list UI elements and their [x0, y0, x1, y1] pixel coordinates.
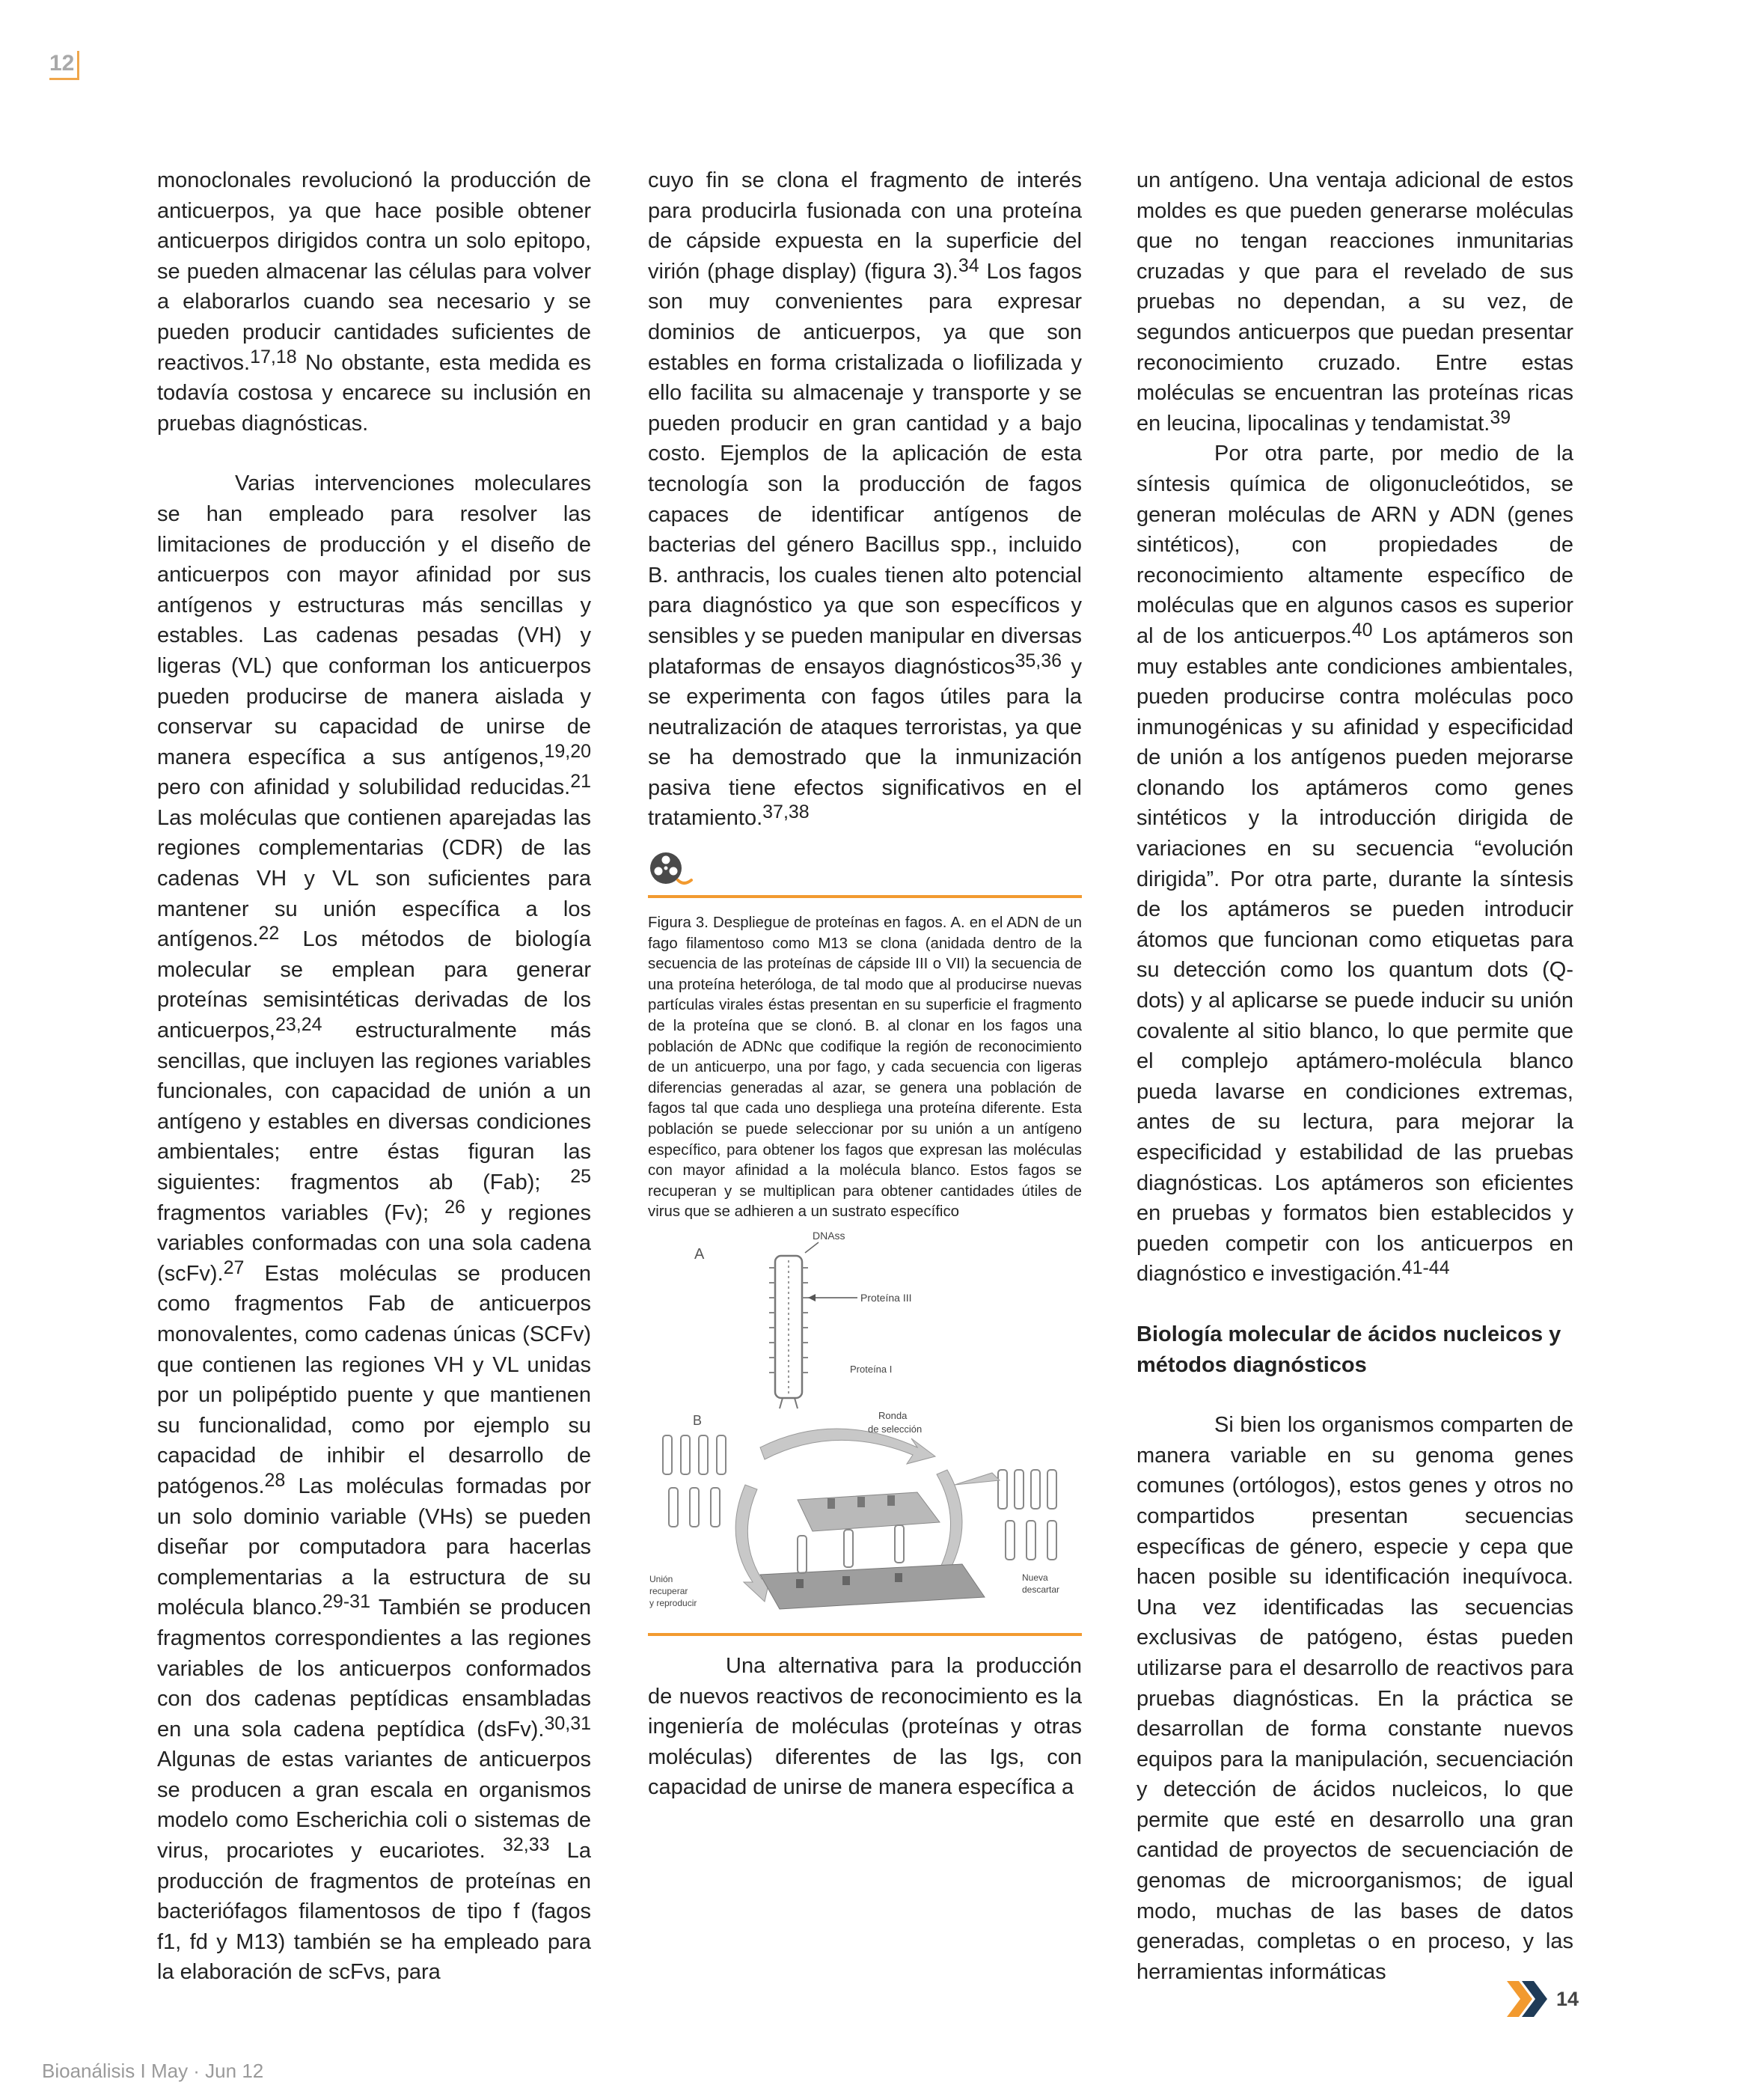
- figure-bottom-rule: [648, 1633, 1082, 1636]
- selection-round-label-2: de selección: [868, 1423, 923, 1435]
- citation: 26: [444, 1196, 465, 1218]
- bind-recover-label-3: y reproducir: [649, 1597, 697, 1608]
- dna-label: DNAss: [813, 1229, 845, 1242]
- corner-page-number: 12: [49, 51, 79, 80]
- figure-caption: Figura 3. Despliegue de proteínas en fagos. A. en el ADN de un fago filamentoso como M13 se clona (anidada dentro de la secuencia de las proteínas de cápside III o VII) la secuencia de una proteína heteróloga, de tal modo que al producirse nuevas partículas virales éstas presentan en su superficie el fragmento de la proteína que se clonó. B. al clonar en los fagos una población de ADNc que codifique la región de reconocimiento de un anticuerpo, una por fago, y cada secuencia con ligeras diferencias generadas al azar, se genera una población de fagos tal que cada uno despliega una proteína diferente. Esta población se puede seleccionar por su unión a un antígeno específico, para obtener los fagos que expresan las moléculas con mayor afinidad a la molécula blanco. Estos fagos se recuperan y se multiplican para obtener cantidades útiles de virus que se adhieren a un sustrato específico: [648, 915, 1082, 1221]
- citation: 17,18: [250, 346, 297, 367]
- citation: 25: [570, 1166, 591, 1187]
- right-paragraph-3: Si bien los organismos comparten de manera variable en su genoma genes comunes (ortólogos), estos genes y otros no compartidos presentan secuencias específicas de género, especie y cepa que hacen posible su identificación inequívoca. Una vez identificadas las secuencias exclusivas de patógeno, éstas pueden utilizarse para el desarrollo de reactivos para pruebas diagnósticas. En la práctica se desarrollan de forma constante nuevos equipos para la manipulación, secuenciación y detección de ácidos nucleicos, lo que permite que esté en desarrollo una gran cantidad de proyectos de secuenciación de genomas de microorganismos; de igual modo, muchas de las bases de datos generadas, completas o en proceso, y las herramientas informáticas: [1136, 1413, 1573, 1984]
- left-paragraph-2: Varias intervenciones moleculares se han empleado para resolver las limitaciones de producción y el diseño de anticuerpos con mayor afinidad por sus antígenos y estructuras más sencillas y estables. Las cadenas pesadas (VH) y ligeras (VL) que conforman los anticuerpos pueden producirse de manera aislada y conservar su capacidad de unirse de manera específica a sus antígenos,$^{19,20}$ pero con afinidad y solubilidad reducidas.$^{21}$ Las moléculas que contienen aparejadas las regiones complementarias (CDR) de las cadenas VH y VL son suficientes para mantener su unión específica a los antígenos.$^{22}$ Los métodos de biología molecular se emplean para generar proteínas semisintéticas derivadas de los anticuerpos,$^{23,24}$ estructuralmente más sencillas, que incluyen las regiones variables funcionales, con capacidad de unión a un antígeno y estables en diversas condiciones ambientales; entre éstas figuran las siguientes: fragmentos ab (Fab); $^{25}$ fragmentos variables (Fv); $^{26}$ y regiones variables conformadas con una sola cadena (scFv).$^{27}$ Estas moléculas se producen como fragmentos Fab de anticuerpos monovalentes, como cadenas únicas (SCFv) que contienen las regiones VH y VL unidas por un polipéptido puente y que mantienen su funcionalidad, como por ejemplo su capacidad de inhibir el desarrollo de patógenos.$^{28}$ Las moléculas formadas por un solo dominio variable (VHs) se pueden diseñar por computadora para hacerlas complementarias a la estructura de su molécula blanco.$^{29-31}$ También se producen fragmentos correspondientes a las regiones variables de los anticuerpos conformados con dos cadenas peptídicas ensambladas en una sola cadena peptídica (dsFv).$^{30,31}$ Algunas de estas variantes de anticuerpos se producen a gran escala en organismos modelo como Escherichia coli o sistemas de virus, procariotes y eucariotes. $^{32,33}$ La producción de fragmentos de proteínas en bacteriófagos filamentosos de tipo f (fagos f1, fd y M13) también se ha empleado para la elaboración de scFvs, para: [157, 471, 592, 1985]
- footer-publication: Bioanálisis I May · Jun 12: [42, 2060, 264, 2082]
- citation: 41-44: [1401, 1257, 1450, 1279]
- citation: 32,33: [502, 1834, 550, 1856]
- left-column: [157, 165, 591, 1988]
- double-chevron-right-icon: [1507, 1980, 1549, 2018]
- phage-population-right: [998, 1470, 1056, 1560]
- citation: 22: [258, 923, 280, 944]
- antigen-plate: [798, 1492, 940, 1531]
- left-paragraph-1: monoclonales revolucionó la producción de anticuerpos, ya que hace posible obtener anticuerpos dirigidos contra un solo epitopo, se pueden almacenar las células para volver a elaborarlos cuando sea necesario y se pueden producir cantidades suficientes de reactivos.$^{17,18}$ No obstante, esta medida es todavía costosa y encarece su inclusión en pruebas diagnósticas.: [157, 168, 591, 436]
- citation: 19,20: [544, 740, 591, 762]
- citation: 34: [958, 254, 979, 276]
- middle-paragraph-2: Una alternativa para la producción de nuevos reactivos de reconocimiento es la ingeniería de moléculas (proteínas y otras moléculas) diferentes de las Igs, con capacidad de unirse de manera específica a: [648, 1653, 1082, 1800]
- citation: 35,36: [1015, 650, 1062, 671]
- citation: 28: [264, 1469, 286, 1491]
- panel-a-label: A: [694, 1245, 705, 1263]
- citation: 29-31: [322, 1591, 370, 1613]
- page-number: 14: [1556, 1988, 1579, 2010]
- new-round-label: Nueva: [1022, 1572, 1048, 1583]
- film-reel-icon: [648, 850, 693, 889]
- middle-column: [648, 165, 1082, 1803]
- phage-display-diagram: [648, 1223, 1082, 1627]
- citation: 37,38: [762, 802, 810, 823]
- discard-label: descartar: [1022, 1584, 1060, 1595]
- bind-recover-label: Unión: [649, 1573, 673, 1584]
- citation: 39: [1490, 406, 1511, 428]
- right-paragraph-2: Por otra parte, por medio de la síntesis química de oligonucleótidos, se generan moléculas de ARN y ADN (genes sintéticos), con propiedades de reconocimiento altamente específico de moléculas que en algunos casos es superior al de los anticuerpos.$^{40}$ Los aptámeros son muy estables ante condiciones ambientales, pueden producirse contra moléculas poco inmunogénicas y su afinidad y especificidad de unión a los antígenos pueden mejorarse clonando los aptámeros como genes sintéticos y la introducción dirigida de variaciones en su secuencia “evolución dirigida”. Por otra parte, durante la síntesis de los aptámeros se pueden introducir átomos que funcionan como etiquetas para su detección como los quantum dots (Q-dots) y al aplicarse se puede inducir su unión covalente al sitio blanco, lo que permite que el complejo aptámero-molécula blanco pueda lavarse en condiciones extremas, antes de su lectura, para mejorar la especificidad y estabilidad de las pruebas diagnósticas. Los aptámeros son eficientes en pruebas y formatos bien establecidos y pueden competir con los anticuerpos en diagnóstico e investigación.$^{41-44}$: [1136, 442, 1574, 1286]
- protein-iii-label: Proteína III: [860, 1291, 912, 1304]
- selection-round-label: Ronda: [878, 1409, 908, 1421]
- phage-population-left: [663, 1435, 726, 1527]
- citation: 40: [1351, 619, 1373, 641]
- selection-plate: [760, 1564, 985, 1609]
- figure-3: [648, 850, 1082, 1636]
- protein-i-label: Proteína I: [850, 1363, 893, 1375]
- citation: 23,24: [275, 1014, 322, 1036]
- bind-recover-label-2: recuperar: [649, 1585, 688, 1596]
- section-heading: Biología molecular de ácidos nucleicos y métodos diagnósticos: [1136, 1322, 1561, 1377]
- right-paragraph-1: un antígeno. Una ventaja adicional de estos moldes es que pueden generarse moléculas que no tengan reacciones inmunitarias cruzadas y que para el revelado de sus pruebas no dependan, a su vez, de segundos anticuerpos que puedan presentar reconocimiento cruzado. Entre estas moléculas se encuentran las proteínas ricas en leucina, lipocalinas y tendamistat.$^{39}$: [1136, 168, 1573, 436]
- panel-b-label: B: [693, 1412, 703, 1428]
- citation: 30,31: [544, 1712, 591, 1734]
- middle-paragraph-1: cuyo fin se clona el fragmento de interés para producirla fusionada con una proteína de cápside expuesta en la superficie del virión (phage display) (figura 3).$^{34}$ Los fagos son muy convenientes para expresar dominios de anticuerpos, ya que son estables en forma cristalizada o liofilizada y ello facilita su almacenaje y transporte y se pueden producir en gran cantidad y a bajo costo. Ejemplos de la aplicación de esta tecnología son la producción de fagos capaces de identificar antígenos de bacterias del género Bacillus spp., incluido B. anthracis, los cuales tienen alto potencial para diagnóstico ya que son específicos y sensibles y se pueden manipular en diversas plataformas de ensayos diagnósticos$^{35,36}$ y se experimenta con fagos útiles para la neutralización de ataques terroristas, ya que se ha demostrado que la inmunización pasiva tiene efectos significativos en el tratamiento.$^{37,38}$: [648, 168, 1082, 831]
- citation: 21: [570, 771, 591, 793]
- figure-top-rule: [648, 895, 1082, 898]
- right-column: [1136, 165, 1573, 1987]
- citation: 27: [223, 1257, 245, 1278]
